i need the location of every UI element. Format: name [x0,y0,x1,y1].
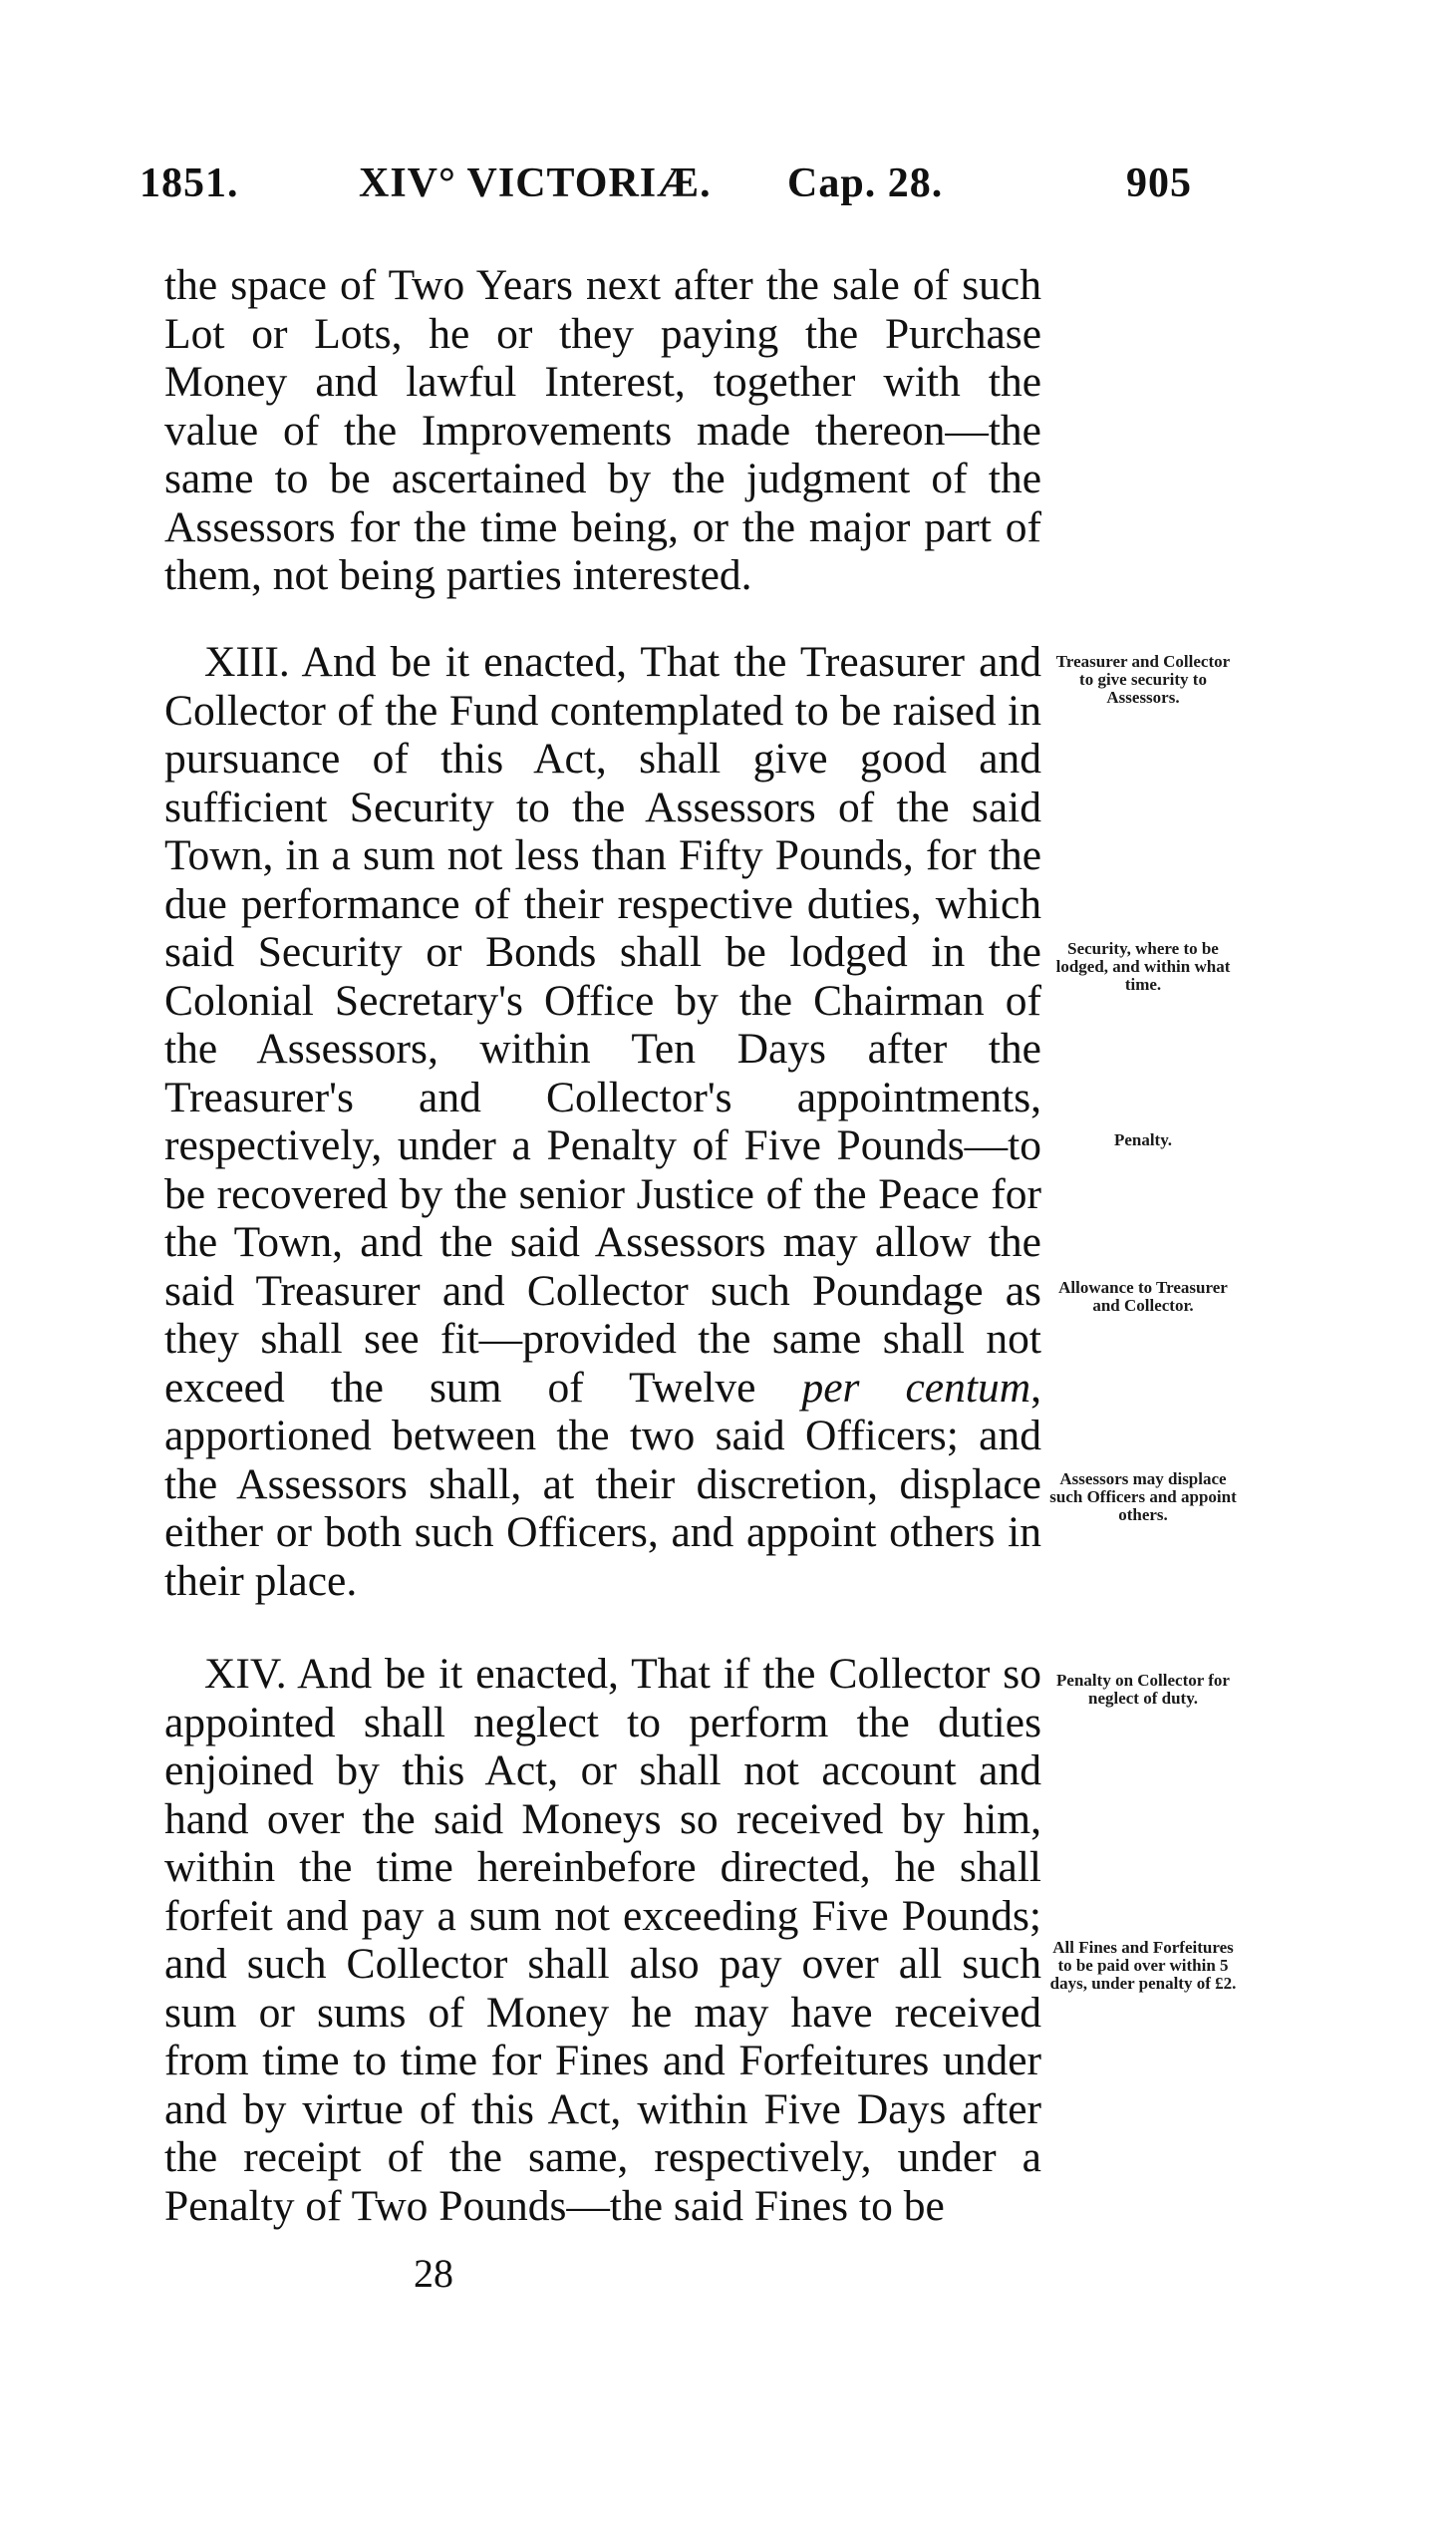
marginal-note-collector-penalty: Penalty on Collector for neglect of duty. [1056,1671,1230,1708]
section-xiii-italic: per centum [801,1363,1031,1412]
section-xiv [164,1650,1041,2230]
section-xiii-text-2: , apportioned between the two said Officers; and the Assessors shall, at their discretion, displace either or both such Officers, and appoint others in their place. [164,1363,1041,1605]
marginal-note-fines: All Fines and Forfeitures to be paid over within 5 days, under penalty of £2. [1049,1938,1237,1993]
section-xiv-text: And be it enacted, That if the Collector so appointed shall neglect to perform the duties enjoined by this Act, or shall not account and hand over the said Moneys so received by him, within the time hereinbefore directed, he shall forfeit and pay a sum not exceeding Five Pounds; and such Collector shall also pay over all such sum or sums of Money he may have received from time to time for Fines and Forfeitures under and by virtue of this Act, within Five Days after the receipt of the same, respectively, under a Penalty of Two Pounds—the said Fines to be [164,1650,1041,2230]
section-xiii-number: XIII. [204,638,290,686]
running-head [140,159,1236,219]
section-xiii [164,638,1041,1605]
marginal-note-displace: Assessors may displace such Officers and appoint others. [1049,1469,1237,1524]
marginal-note-security: Treasurer and Collector to give security to Assessors. [1055,652,1231,707]
running-head-chapter: Cap. 28. [787,160,944,206]
marginal-note-allowance: Allowance to Treasurer and Collector. [1058,1278,1228,1315]
page-number: 905 [1126,160,1192,206]
paragraph-intro-text: the space of Two Years next after the sale of such Lot or Lots, he or they paying the Purchase Money and lawful Interest, together with the value of the Improvements made thereon—the same to be ascertained by the judgment of the Assessors for the time being, or the major part of them, not being parties interested. [164,261,1041,599]
marginal-note-penalty: Penalty. [1113,1130,1173,1149]
section-xiii-text-1: And be it enacted, That the Treasurer and Collector of the Fund contemplated to be raised in pursuance of this Act, shall give good and sufficient Security to the Assessors of the said Town, in a sum not less than Fifty Pounds, for the due performance of their respective duties, which said Security or Bonds shall be lodged in the Colonial Secretary's Office by the Chairman of the Assessors, within Ten Days after the Treasurer's and Collector's appointments, respectively, under a Penalty of Five Pounds—to be recovered by the senior Justice of the Peace for the Town, and the said Assessors may allow the said Treasurer and Collector such Poundage as they shall see fit—provided the same shall not exceed the sum of Twelve [164,638,1041,1412]
running-head-title: XIV° VICTORIÆ. [359,160,712,206]
running-head-year: 1851. [140,160,239,206]
section-xiv-number: XIV. [204,1650,287,1698]
paragraph-continuation [164,261,1041,600]
signature-mark: 28 [414,2251,453,2296]
marginal-note-lodging: Security, where to be lodged, and within what time. [1055,939,1231,994]
